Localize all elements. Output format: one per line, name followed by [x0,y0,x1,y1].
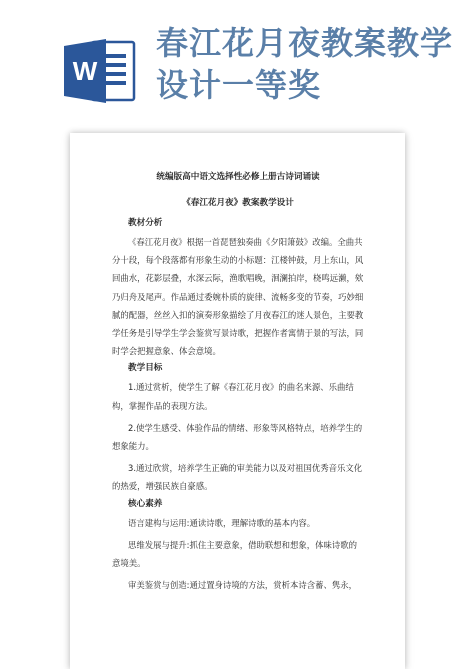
svg-text:W: W [72,56,98,86]
page-title: 春江花月夜教案教学设计一等奖 [156,24,454,104]
literacy-item-1: 语言建构与运用:通读诗歌，理解诗歌的基本内容。 [128,517,316,528]
document-subtitle: 《春江花月夜》教案教学设计 [182,198,294,208]
objective-item-1: 1.通过赏析，使学生了解《春江花月夜》的曲名来源、乐曲结构，掌握作品的表现方法。 [112,382,354,411]
word-icon [62,36,138,106]
literacy-item-2: 思维发展与提升:抓住主要意象，借助联想和想象，体味诗歌的意境美。 [112,539,357,569]
document-body [112,159,364,594]
analysis-paragraph: 《春江花月夜》根据一首琵琶独奏曲《夕阳箫鼓》改编。全曲共分十段，每个段落都有形象生动的小标题：江楼钟鼓，月上东山，风回曲水，花影层叠，水深云际，渔歌唱晚，洄澜拍岸，桡鸣远濑，欸乃归舟及尾声。作品通过委婉朴质的旋律、流畅多变的节奏，巧妙细腻的配器，丝丝入扣的演奏形象描绘了月夜春江的迷人景色，主要教学任务是引导学生学会鉴赏写景诗歌，把握作者寓情于景的写法，同时学会把握意象、体会意境。 [112,237,364,357]
section-heading-literacy: 核心素养 [128,498,163,509]
section-heading-analysis: 教材分析 [128,218,163,228]
document-page [70,133,405,669]
header [0,0,474,120]
section-heading-objectives: 教学目标 [128,363,163,374]
document-title: 统编版高中语文选择性必修上册古诗词诵读 [156,172,320,182]
objective-item-3: 3.通过欣赏，培养学生正确的审美能力以及对祖国优秀音乐文化的热爱，增强民族自豪感。 [112,463,363,492]
literacy-item-3: 审美鉴赏与创造:通过置身诗境的方法，赏析本诗含蓄、隽永， [128,580,357,591]
objective-item-2: 2.使学生感受、体验作品的情绪、形象等风格特点，培养学生的想象能力。 [112,422,363,452]
